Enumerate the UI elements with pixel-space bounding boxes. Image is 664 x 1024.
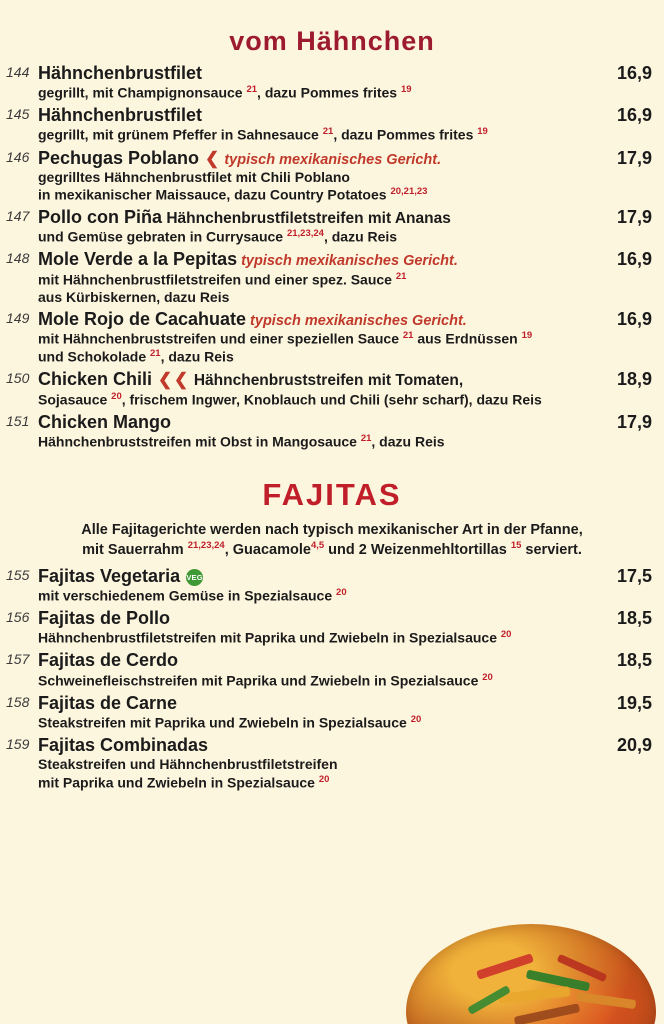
item-price: 16,9 bbox=[616, 309, 652, 330]
menu-item bbox=[0, 735, 664, 792]
item-price: 17,9 bbox=[616, 207, 652, 228]
item-name-text: Fajitas de Cerdo bbox=[38, 650, 179, 671]
allergen-ref: 21 bbox=[322, 126, 334, 138]
item-price: 20,9 bbox=[616, 734, 652, 755]
item-number: 148 bbox=[6, 250, 30, 267]
menu-item bbox=[0, 608, 664, 647]
item-price: 16,9 bbox=[616, 105, 652, 126]
allergen-ref: 21 bbox=[150, 348, 161, 360]
allergen-ref: 21 bbox=[246, 84, 258, 96]
allergen-ref: 21 bbox=[360, 432, 372, 444]
menu-item bbox=[0, 105, 664, 144]
item-number: 155 bbox=[6, 566, 30, 583]
allergen-ref: 19 bbox=[400, 84, 412, 96]
chili-icon: ❯ ❯ bbox=[158, 370, 189, 390]
fajitas-intro-text: Alle Fajitagerichte werden nach typisch mexikanischer Art in der Pfanne, mit Sauerrahm $^{21,23,24}$, Guacamole$^{4,5}$ und 2 Weizenmehltortillas $^{15}$ serviert. bbox=[81, 521, 583, 558]
item-name bbox=[38, 693, 650, 714]
allergen-ref: 20 bbox=[336, 587, 347, 599]
item-name bbox=[38, 412, 650, 433]
menu-item bbox=[0, 566, 664, 605]
item-name-text: Pechugas Poblano bbox=[38, 147, 200, 168]
item-name-text: Mole Verde a la Pepitas bbox=[38, 249, 238, 270]
menu-items-chicken bbox=[0, 63, 664, 451]
allergen-ref: 20 bbox=[318, 773, 330, 785]
item-number: 158 bbox=[6, 693, 30, 710]
item-description: Hähnchenbruststreifen mit Obst in Mangosauce $^{21}$, dazu Reis bbox=[38, 432, 445, 450]
item-description: und Gemüse gebraten in Currysauce $^{21,23,24}$, dazu Reis bbox=[38, 228, 398, 246]
item-number: 145 bbox=[6, 106, 30, 123]
item-name-text: Fajitas Vegetaria bbox=[38, 565, 181, 586]
item-name bbox=[38, 105, 650, 126]
item-name-text: Fajitas de Pollo bbox=[38, 608, 171, 629]
item-name-text: Mole Rojo de Cacahuate bbox=[38, 309, 247, 330]
allergen-ref: 21 bbox=[402, 330, 414, 342]
allergen-ref: 20 bbox=[111, 390, 122, 402]
item-name bbox=[38, 566, 650, 587]
section-title-fajitas: FAJITAS bbox=[262, 476, 402, 512]
menu-item bbox=[0, 207, 664, 246]
item-name bbox=[38, 735, 650, 756]
menu-item bbox=[0, 63, 664, 102]
item-description: gegrilltes Hähnchenbrustfilet mit Chili Poblano in mexikanischer Maissauce, dazu Country Potatoes $^{20,21,23}$ bbox=[38, 168, 428, 203]
chili-icon: ❯ bbox=[205, 148, 220, 168]
allergen-ref: 20,21,23 bbox=[390, 186, 428, 198]
item-number: 144 bbox=[6, 64, 30, 80]
item-name bbox=[38, 148, 650, 169]
item-name bbox=[38, 608, 650, 629]
item-price: 18,5 bbox=[616, 650, 652, 671]
fajitas-pan-image bbox=[406, 924, 656, 1024]
item-number: 150 bbox=[6, 370, 30, 387]
item-name bbox=[38, 309, 650, 330]
item-name-text: Hähnchenbrustfilet bbox=[38, 63, 203, 83]
vegetarian-badge-icon: VEG bbox=[186, 569, 203, 586]
menu-item bbox=[0, 412, 664, 451]
item-name-text: Fajitas Combinadas bbox=[38, 734, 209, 755]
item-name-text: Hähnchenbrustfilet bbox=[38, 105, 203, 126]
allergen-ref: 21,23,24 bbox=[286, 228, 324, 240]
menu-item bbox=[0, 309, 664, 366]
item-description: gegrillt, mit grünem Pfeffer in Sahnesauce $^{21}$, dazu Pommes frites $^{19}$ bbox=[38, 126, 488, 144]
item-name-text: Chicken Chili bbox=[38, 369, 153, 390]
item-name bbox=[38, 650, 650, 671]
item-tagline: typisch mexikanisches Gericht. bbox=[250, 313, 467, 330]
item-tagline: typisch mexikanisches Gericht. bbox=[241, 253, 458, 270]
item-description: Hähnchenbrustfiletstreifen mit Paprika und Zwiebeln in Spezialsauce $^{20}$ bbox=[38, 629, 512, 647]
allergen-ref: 21,23,24 bbox=[187, 539, 225, 551]
allergen-ref: 20 bbox=[482, 671, 493, 683]
section-title-chicken: vom Hähnchen bbox=[229, 26, 435, 56]
item-name bbox=[38, 249, 650, 270]
item-name-text: Chicken Mango bbox=[38, 411, 172, 432]
allergen-ref: 20 bbox=[500, 629, 512, 641]
item-price: 18,5 bbox=[616, 608, 652, 629]
item-price: 16,9 bbox=[616, 63, 652, 83]
item-description: Sojasauce $^{20}$, frischem Ingwer, Knoblauch und Chili (sehr scharf), dazu Reis bbox=[38, 390, 542, 408]
menu-item bbox=[0, 650, 664, 689]
item-description: Steakstreifen mit Paprika und Zwiebeln in Spezialsauce $^{20}$ bbox=[38, 713, 422, 731]
item-name-continuation: Hähnchenbrustfiletstreifen mit Ananas bbox=[162, 210, 451, 228]
item-number: 157 bbox=[6, 651, 30, 668]
item-number: 159 bbox=[6, 735, 30, 752]
allergen-ref: 21 bbox=[395, 270, 407, 282]
item-number: 156 bbox=[6, 609, 30, 626]
item-number: 151 bbox=[6, 412, 30, 429]
item-number: 147 bbox=[6, 208, 30, 225]
item-description: mit Hähnchenbruststreifen und einer speziellen Sauce $^{21}$ aus Erdnüssen $^{19}$ und Schokolade $^{21}$, dazu Reis bbox=[38, 330, 533, 365]
item-description: gegrillt, mit Champignonsauce $^{21}$, dazu Pommes frites $^{19}$ bbox=[38, 84, 412, 101]
item-price: 19,5 bbox=[616, 692, 652, 713]
item-description: Schweinefleischstreifen mit Paprika und Zwiebeln in Spezialsauce $^{20}$ bbox=[38, 671, 493, 689]
item-price: 17,5 bbox=[616, 565, 652, 586]
item-tagline: typisch mexikanisches Gericht. bbox=[224, 151, 442, 168]
fajitas-photo bbox=[378, 906, 664, 1024]
item-name bbox=[38, 369, 650, 390]
item-name-continuation: Hähnchenbruststreifen mit Tomaten, bbox=[189, 372, 464, 390]
menu-item bbox=[0, 148, 664, 205]
menu-item bbox=[0, 369, 664, 408]
menu-items-fajitas bbox=[0, 566, 664, 792]
allergen-ref: 4,5 bbox=[310, 539, 325, 551]
allergen-ref: 15 bbox=[510, 539, 522, 551]
allergen-ref: 19 bbox=[521, 330, 533, 342]
item-name-text: Fajitas de Carne bbox=[38, 692, 178, 713]
item-number: 146 bbox=[6, 148, 30, 165]
item-price: 17,9 bbox=[616, 411, 652, 432]
item-price: 18,9 bbox=[616, 369, 652, 390]
item-number: 149 bbox=[6, 310, 30, 327]
menu-item bbox=[0, 249, 664, 306]
item-name-text: Pollo con Piña bbox=[38, 207, 163, 228]
item-description: mit verschiedenem Gemüse in Spezialsauce $^{20}$ bbox=[38, 587, 347, 604]
item-description: mit Hähnchenbrustfiletstreifen und einer spez. Sauce $^{21}$ aus Kürbiskernen, dazu Reis bbox=[38, 270, 407, 305]
item-description: Steakstreifen und Hähnchenbrustfiletstreifen mit Paprika und Zwiebeln in Spezialsauce $^{20}$ bbox=[38, 756, 338, 791]
allergen-ref: 20 bbox=[410, 713, 422, 725]
item-name bbox=[38, 63, 650, 84]
item-name bbox=[38, 207, 650, 228]
menu-item bbox=[0, 693, 664, 732]
item-price: 17,9 bbox=[616, 147, 652, 168]
item-price: 16,9 bbox=[616, 249, 652, 270]
allergen-ref: 19 bbox=[477, 126, 488, 138]
